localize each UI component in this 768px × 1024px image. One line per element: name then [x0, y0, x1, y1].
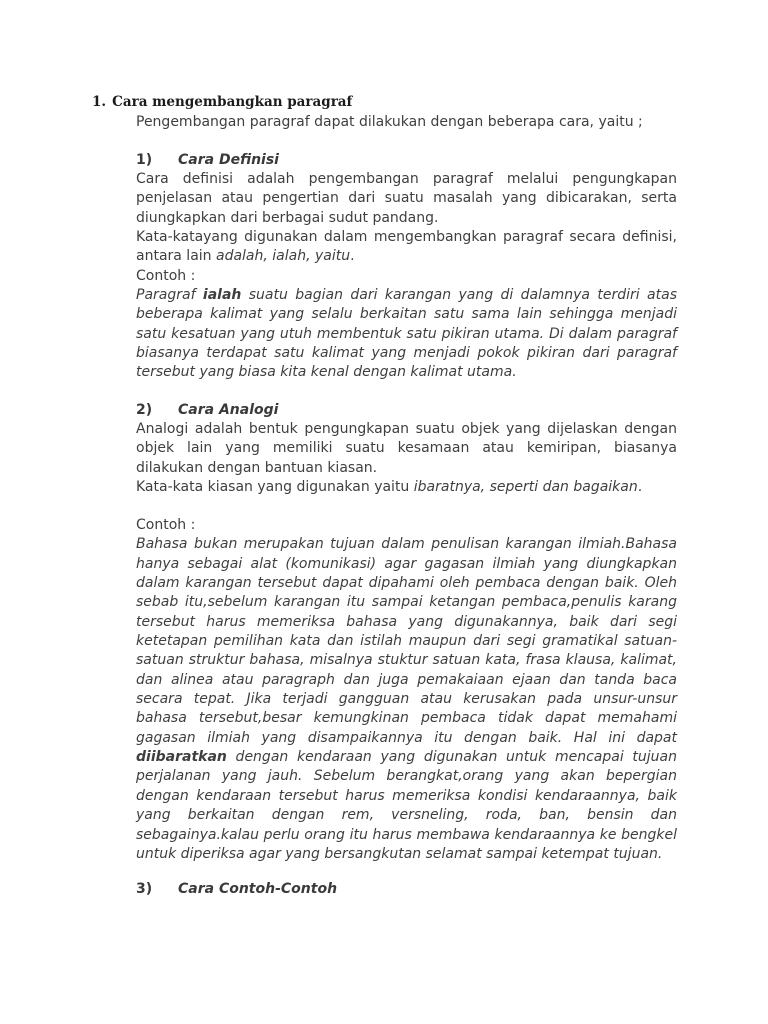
contoh-label: Contoh : [136, 267, 196, 284]
subsection-number: 2) [136, 402, 153, 418]
definisi-keywords-paragraph [136, 228, 677, 267]
subsection-title: Cara Definisi [178, 152, 279, 168]
subsection-title: Cara Analogi [178, 402, 279, 418]
intro-sentence: Pengembangan paragraf dapat dilakukan dengan beberapa cara, yaitu ; [136, 114, 643, 130]
subsection-title: Cara Contoh-Contoh [178, 881, 338, 897]
definisi-example [136, 286, 677, 383]
analogi-example-lead: Bahasa bukan merupakan tujuan dalam penulisan karangan ilmiah.Bahasa hanya sebagai alat (komunikasi) agar gagasan ilmiah yang diungkapkan dalam karangan tersebut dapat dipahami oleh pembaca dengan baik. Oleh sebab itu,sebelum karangan itu sampai ketangan pembaca,penulis karang tersebut harus memeriksa bahasa yang digunakannya, baik dari segi ketetapan pemilihan kata dan istilah maupun dari segi gramatikal satuan-satuan struktur bahasa, misalnya stuktur satuan kata, frasa klausa, kalimat, dan alinea atau paragraph dan juga pemakaiaan ejaan dan tanda baca secara tepat. Jika terjadi gangguan atau kerusakan pada unsur-unsur bahasa tersebut,besar kemungkinan pembaca tidak dapat memahami gagasan ilmiah yang disampaikannya itu dengan baik. Hal ini dapat [136, 536, 677, 746]
definisi-example-lead: Paragraf [136, 287, 203, 304]
analogi-example-block [136, 516, 677, 864]
subsection-title-analogi [136, 401, 278, 420]
definisi-example-rest: suatu bagian dari karangan yang di dalamnya terdiri atas beberapa kalimat yang selalu berkaitan satu sama lain sehingga menjadi satu kesatuan yang utuh membentuk satu pikiran utama. Di dalam paragraf biasanya terdapat satu kalimat yang menjadi pokok pikiran dari paragraf tersebut yang biasa kita kenal dengan kalimat utama. [136, 287, 677, 381]
definisi-body [136, 170, 677, 383]
section-heading [92, 94, 352, 110]
heading-title: Cara mengembangkan paragraf [112, 94, 353, 110]
analogi-keywords-lead: Kata-kata kiasan yang digunakan yaitu [136, 479, 414, 496]
subsection-title-contoh [136, 880, 337, 899]
contoh-label: Contoh : [136, 517, 196, 533]
definisi-keywords-lead: Kata-katayang digunakan dalam mengembangkan paragraf secara definisi, antara lain [136, 229, 677, 265]
heading-number: 1. [92, 94, 107, 110]
analogi-body [136, 420, 677, 497]
analogi-example [136, 535, 677, 864]
analogi-paragraph: Analogi adalah bentuk pengungkapan suatu objek yang dijelaskan dengan objek lain yang memiliki suatu kesamaan atau kemiripan, biasanya dilakukan dengan bantuan kiasan. [136, 421, 677, 476]
definisi-keywords: adalah, ialah, yaitu [216, 248, 351, 265]
subsection-title-definisi [136, 151, 279, 170]
subsection-number: 1) [136, 152, 153, 168]
analogi-keywords: ibaratnya, seperti dan bagaikan [413, 479, 638, 496]
subsection-number: 3) [136, 881, 153, 897]
definisi-paragraph: Cara definisi adalah pengembangan paragraf melalui pengungkapan penjelasan atau pengertian dari suatu masalah yang dibicarakan, serta diungkapkan dari berbagai sudut pandang. [136, 171, 677, 226]
analogi-example-keyword: diibaratkan [136, 749, 227, 766]
definisi-example-keyword: ialah [202, 287, 242, 304]
analogi-keywords-paragraph [136, 478, 677, 497]
analogi-keywords-end: . [637, 479, 643, 496]
analogi-example-rest: dengan kendaraan yang digunakan untuk mencapai tujuan perjalanan yang jauh. Sebelum berangkat,orang yang akan bepergian dengan kendaraan tersebut harus memeriksa kondisi kendaraannya, baik yang berkaitan dengan rem, versneling, roda, ban, bensin dan sebagainya.kalau perlu orang itu harus membawa kendaraannya ke bengkel untuk diperiksa agar yang bersangkutan selamat sampai ketempat tujuan. [136, 749, 677, 862]
definisi-keywords-end: . [350, 248, 355, 265]
